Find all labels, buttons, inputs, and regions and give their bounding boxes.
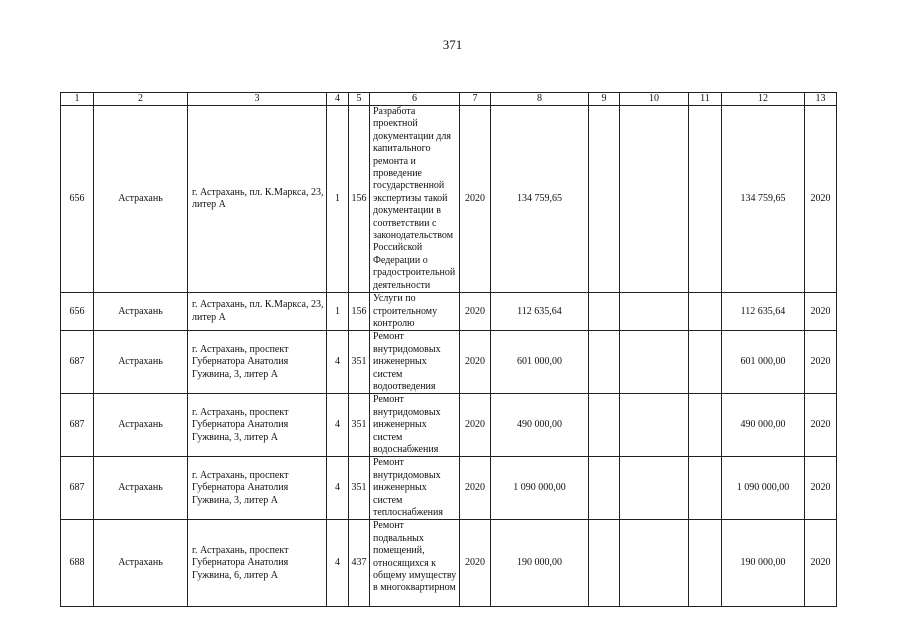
end-year: 2020 [805,394,837,457]
row-number: 688 [61,520,94,607]
row-number: 656 [61,293,94,331]
end-year: 2020 [805,520,837,607]
address: г. Астрахань, пл. К.Маркса, 23, литер А [188,106,327,293]
municipality: Астрахань [94,106,188,293]
cell-c4: 4 [327,394,349,457]
year: 2020 [460,331,491,394]
cell-c11 [689,394,722,457]
table-row [61,293,837,331]
cell-c9 [589,457,620,520]
col-number: 3 [188,93,327,106]
total-cost: 112 635,64 [722,293,805,331]
cell-c11 [689,520,722,607]
end-year: 2020 [805,331,837,394]
table-row [61,457,837,520]
row-number: 656 [61,106,94,293]
work-type: Разработа проектной документации для капитального ремонта и проведение государственной экспертизы такой документации в соответствии с законодательством Российской Федерации о градостроительной деятельности [370,106,460,293]
total-cost: 1 090 000,00 [722,457,805,520]
cell-c9 [589,331,620,394]
col-number: 2 [94,93,188,106]
cost: 134 759,65 [491,106,589,293]
row-number: 687 [61,394,94,457]
municipality: Астрахань [94,293,188,331]
cell-c10 [620,394,689,457]
cell-c10 [620,457,689,520]
cell-c11 [689,106,722,293]
cell-c5: 351 [349,394,370,457]
col-number: 11 [689,93,722,106]
program-table [60,92,837,607]
cell-c4: 4 [327,331,349,394]
col-number: 13 [805,93,837,106]
col-number: 9 [589,93,620,106]
table-row [61,331,837,394]
cell-c5: 156 [349,293,370,331]
address: г. Астрахань, проспект Губернатора Анатолия Гужвина, 3, литер А [188,394,327,457]
address: г. Астрахань, проспект Губернатора Анатолия Гужвина, 3, литер А [188,457,327,520]
year: 2020 [460,293,491,331]
work-type: Услуги по строительному контролю [370,293,460,331]
page-number: 371 [442,37,463,52]
address: г. Астрахань, проспект Губернатора Анатолия Гужвина, 6, литер А [188,520,327,607]
cell-c9 [589,520,620,607]
col-number: 4 [327,93,349,106]
cell-c10 [620,331,689,394]
row-number: 687 [61,457,94,520]
cell-c9 [589,106,620,293]
year: 2020 [460,520,491,607]
cell-c11 [689,457,722,520]
end-year: 2020 [805,106,837,293]
work-type: Ремонт внутридомовых инженерных систем водоотведения [370,331,460,394]
col-number: 8 [491,93,589,106]
year: 2020 [460,394,491,457]
municipality: Астрахань [94,394,188,457]
table-row [61,520,837,607]
cell-c9 [589,293,620,331]
end-year: 2020 [805,457,837,520]
address: г. Астрахань, проспект Губернатора Анатолия Гужвина, 3, литер А [188,331,327,394]
work-type: Ремонт внутридомовых инженерных систем водоснабжения [370,394,460,457]
cost: 601 000,00 [491,331,589,394]
cell-c5: 351 [349,457,370,520]
municipality: Астрахань [94,331,188,394]
table-row [61,394,837,457]
work-type: Ремонт подвальных помещений, относящихся к общему имуществу в многоквартирном [370,520,460,607]
cell-c4: 4 [327,520,349,607]
cost: 490 000,00 [491,394,589,457]
end-year: 2020 [805,293,837,331]
cost: 190 000,00 [491,520,589,607]
cell-c4: 1 [327,293,349,331]
total-cost: 190 000,00 [722,520,805,607]
municipality: Астрахань [94,520,188,607]
cell-c5: 351 [349,331,370,394]
total-cost: 601 000,00 [722,331,805,394]
cell-c5: 437 [349,520,370,607]
work-type: Ремонт внутридомовых инженерных систем теплоснабжения [370,457,460,520]
col-number: 6 [370,93,460,106]
cell-c9 [589,394,620,457]
col-number: 10 [620,93,689,106]
cell-c10 [620,106,689,293]
year: 2020 [460,106,491,293]
cell-c10 [620,293,689,331]
year: 2020 [460,457,491,520]
total-cost: 490 000,00 [722,394,805,457]
col-number: 5 [349,93,370,106]
cell-c11 [689,293,722,331]
col-number: 7 [460,93,491,106]
total-cost: 134 759,65 [722,106,805,293]
header-row [61,93,837,106]
cell-c5: 156 [349,106,370,293]
table-row [61,106,837,293]
col-number: 12 [722,93,805,106]
address: г. Астрахань, пл. К.Маркса, 23, литер А [188,293,327,331]
cell-c10 [620,520,689,607]
cell-c4: 1 [327,106,349,293]
cost: 1 090 000,00 [491,457,589,520]
cost: 112 635,64 [491,293,589,331]
cell-c11 [689,331,722,394]
municipality: Астрахань [94,457,188,520]
col-number: 1 [61,93,94,106]
row-number: 687 [61,331,94,394]
cell-c4: 4 [327,457,349,520]
